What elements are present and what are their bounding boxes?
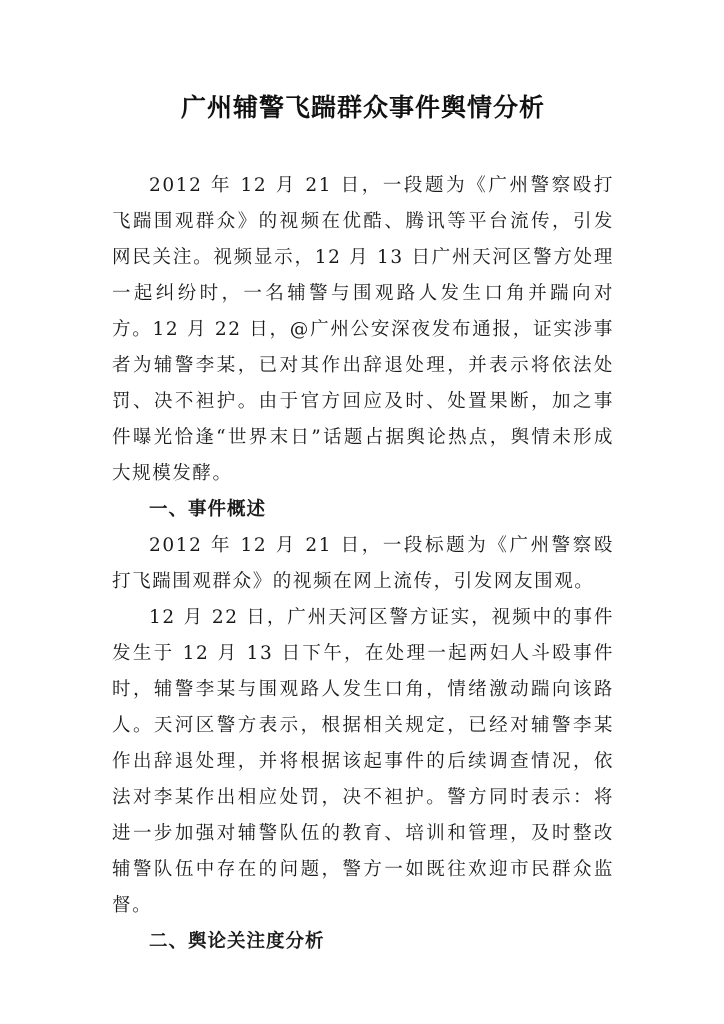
section-heading-overview: 一、事件概述 — [149, 499, 267, 520]
overview-paragraph-1: 2012 年 12 月 21 日，一段标题为《广州警察殴打飞踹围观群众》的视频在网上流传，引发网友围观。 — [112, 535, 614, 592]
document-body — [112, 168, 614, 960]
overview-paragraph-2: 12 月 22 日，广州天河区警方证实，视频中的事件发生于 12 月 13 日下午，在处理一起两妇人斗殴事件时，辅警李某与围观路人发生口角，情绪激动踹向该路人。天河区警方表示，根据相关规定，已经对辅警李某作出辞退处理，并将根据该起事件的后续调查情况，依法对李某作出相应处罚，决不袒护。警方同时表示：将进一步加强对辅警队伍的教育、培训和管理，及时整改辅警队伍中存在的问题，警方一如既往欢迎市民群众监督。 — [112, 607, 614, 916]
intro-paragraph: 2012 年 12 月 21 日，一段题为《广州警察殴打飞踹围观群众》的视频在优酷、腾讯等平台流传，引发网民关注。视频显示，12 月 13 日广州天河区警方处理一起纠纷时，一名辅警与围观路人发生口角并踹向对方。12 月 22 日，@广州公安深夜发布通报，证实涉事者为辅警李某，已对其作出辞退处理，并表示将依法处罚、决不袒护。由于官方回应及时、处置果断，加之事件曝光恰逢“世界末日”话题占据舆论热点，舆情未形成大规模发酵。 — [112, 175, 614, 484]
section-heading-attention-analysis: 二、舆论关注度分析 — [149, 931, 325, 952]
document-title: 广州辅警飞踹群众事件舆情分析 — [180, 93, 545, 122]
